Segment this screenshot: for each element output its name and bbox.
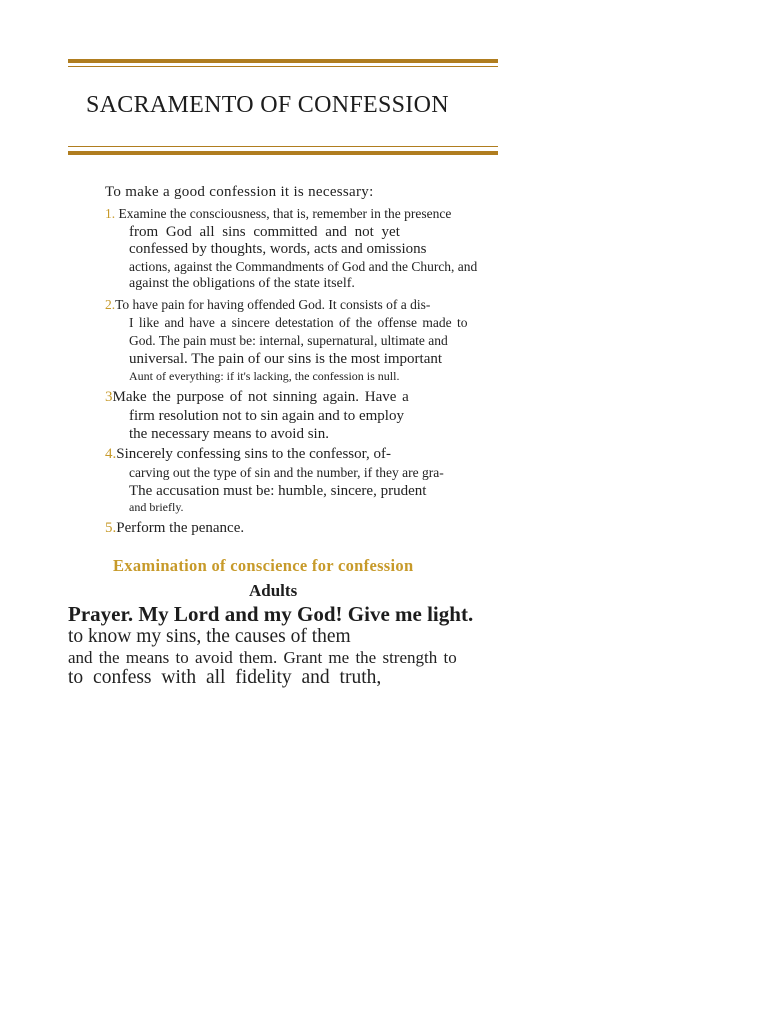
step-1-line-5: against the obligations of the state itself. bbox=[129, 276, 355, 291]
step-4-number: 4. bbox=[105, 446, 117, 462]
intro-text: To make a good confession it is necessary: bbox=[105, 184, 374, 200]
top-rule-thick bbox=[68, 59, 498, 63]
step-2-line-3: God. The pain must be: internal, supernatural, ultimate and bbox=[129, 333, 448, 348]
step-2-line-1: 2.To have pain for having offended God. It consists of a dis- bbox=[105, 297, 431, 312]
step-4-line-3: The accusation must be: humble, sincere, prudent bbox=[129, 483, 427, 499]
prayer-line-1: to know my sins, the causes of them bbox=[68, 626, 351, 647]
step-3-number: 3 bbox=[105, 389, 113, 405]
top-rule-thin bbox=[68, 66, 498, 67]
step-3-line-1: 3Make the purpose of not sinning again. Have a bbox=[105, 389, 409, 405]
step-1-line-1: 1. Examine the consciousness, that is, remember in the presence bbox=[105, 206, 452, 221]
step-3-line-2: firm resolution not to sin again and to employ bbox=[129, 408, 404, 424]
step-2-number: 2. bbox=[105, 297, 116, 312]
prayer-title: Prayer. My Lord and my God! Give me light. bbox=[68, 602, 474, 626]
step-3-line-3: the necessary means to avoid sin. bbox=[129, 426, 329, 442]
step-2-line-5: Aunt of everything: if it's lacking, the confession is null. bbox=[129, 369, 400, 383]
bottom-rule-thin bbox=[68, 146, 498, 147]
examination-subheading: Adults bbox=[249, 581, 298, 600]
step-1-line-2: from God all sins committed and not yet bbox=[129, 224, 400, 240]
prayer-line-2: and the means to avoid them. Grant me the strength to bbox=[68, 648, 457, 667]
step-4-line-2: carving out the type of sin and the number, if they are gra- bbox=[129, 465, 444, 480]
page-title: SACRAMENTO OF CONFESSION bbox=[86, 92, 449, 118]
examination-heading: Examination of conscience for confession bbox=[113, 556, 414, 575]
step-2-line-4: universal. The pain of our sins is the most important bbox=[129, 351, 443, 367]
step-4-line-1: 4.Sincerely confessing sins to the confessor, of- bbox=[105, 446, 392, 462]
step-1-number: 1. bbox=[105, 206, 116, 221]
prayer-line-3: to confess with all fidelity and truth, bbox=[68, 667, 382, 688]
step-2-line-2: I like and have a sincere detestation of the offense made to bbox=[129, 315, 468, 330]
step-5-line-1: 5.Perform the penance. bbox=[105, 520, 245, 536]
step-1-line-3: confessed by thoughts, words, acts and omissions bbox=[129, 241, 427, 257]
step-4-line-4: and briefly. bbox=[129, 500, 184, 514]
bottom-rule-thick bbox=[68, 151, 498, 155]
step-1-line-4: actions, against the Commandments of God and the Church, and bbox=[129, 259, 478, 274]
step-5-number: 5. bbox=[105, 520, 117, 536]
